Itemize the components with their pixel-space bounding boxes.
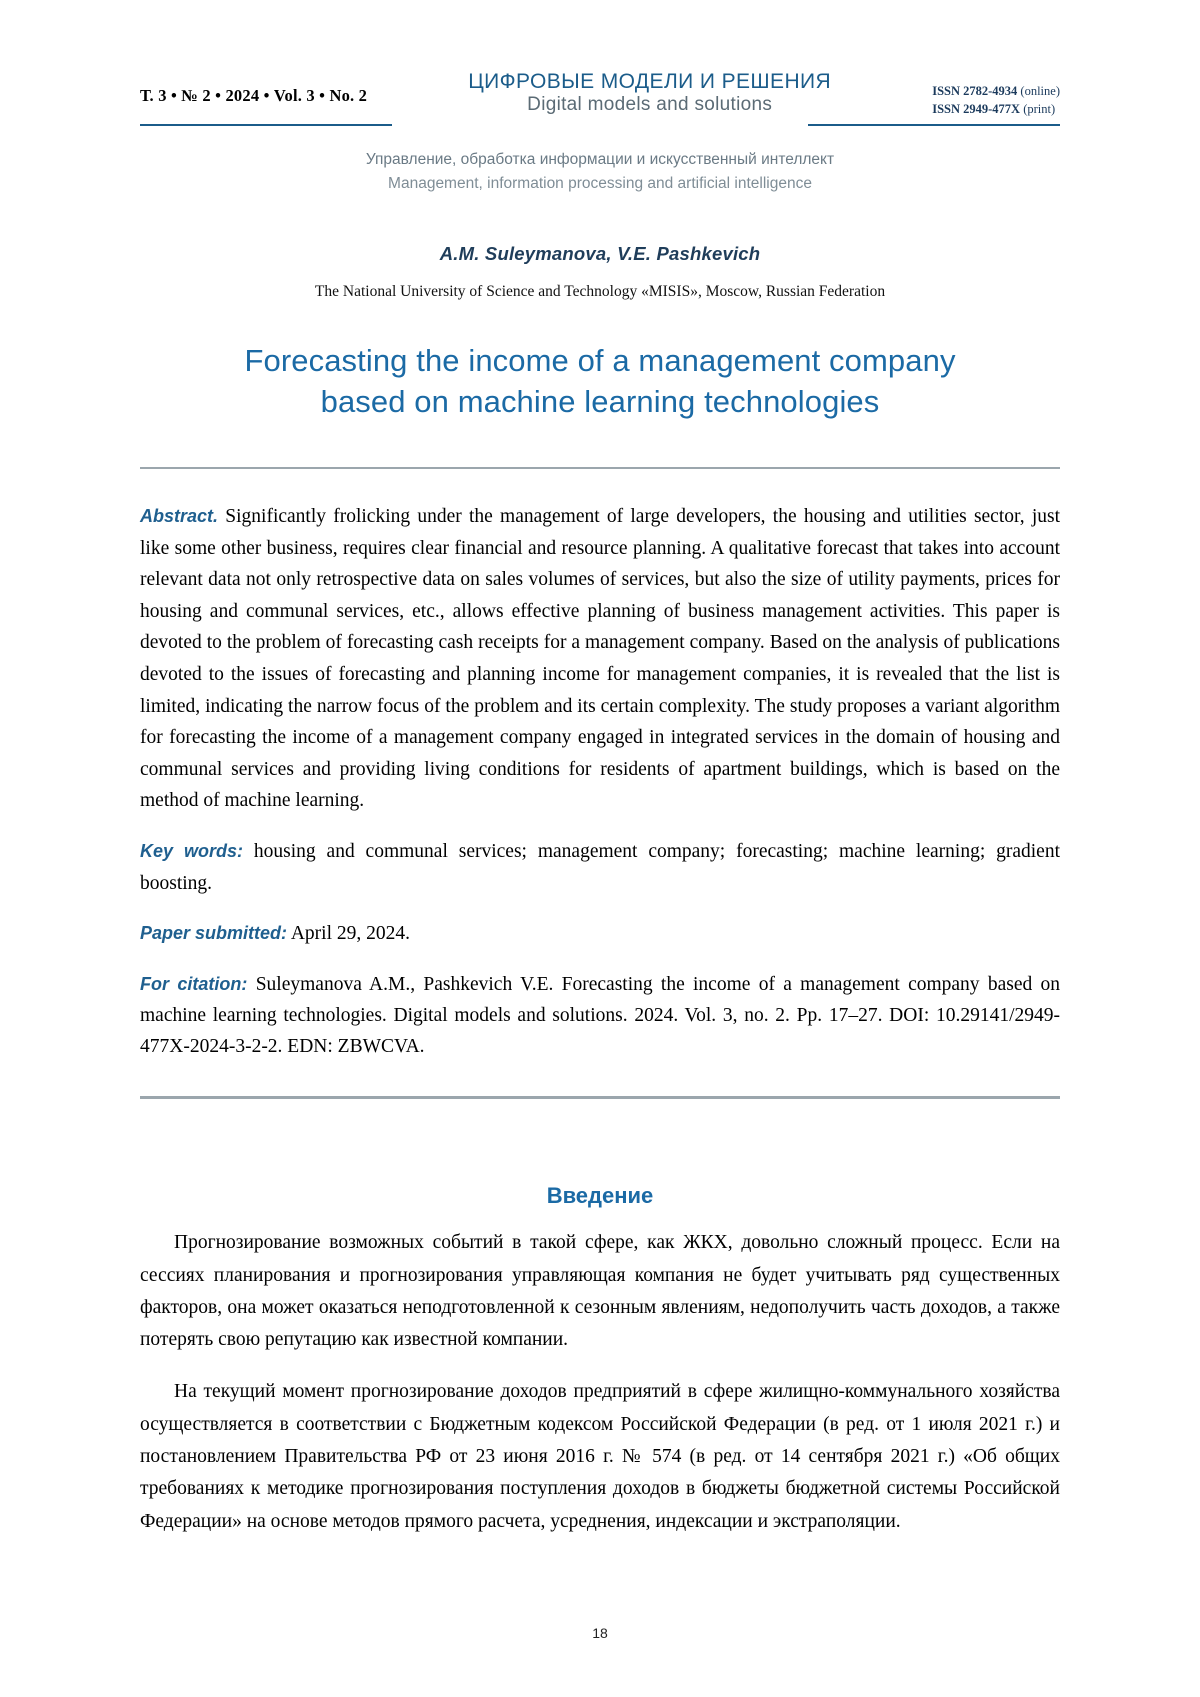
issn-print-number: ISSN 2949-477X [932,102,1021,117]
keywords-paragraph [140,836,1060,898]
citation-text: Suleymanova A.M., Pashkevich V.E. Forecasting the income of a management company based on machine learning technologies. Digital models and solutions. 2024. Vol. 3, no. 2. Pp. 17–27. DOI: 10.29141/2949-477X-2024-3-2-2. EDN: ZBWCVA. [140,973,1061,1058]
title-line-2: based on machine learning technologies [320,383,880,419]
issn-block [932,70,1060,118]
authors-line: A.M. Suleymanova, V.E. Pashkevich [439,242,761,264]
body-paragraph-2: На текущий момент прогнозирование доходов предприятий в сфере жилищно-коммунального хозяйства осуществляется в соответствии с Бюджетным кодексом Российской Федерации (в ред. от 1 июля 2021 г.) и постановлением Правительства РФ от 23 июня 2016 г. № 574 (в ред. от 14 сентября 2021 г.) «Об общих требованиях к методике прогнозирования поступления доходов в бюджеты бюджетной системы Российской Федерации» на основе методов прямого расчета, усреднения, индексации и экстраполяции. [140,1381,1060,1532]
section-rubric [140,148,1060,195]
running-head [140,70,1060,122]
page-number: 18 [592,1625,608,1641]
page-title [140,341,1060,423]
rubric-en: Management, information processing and artificial intelligence [388,174,812,192]
body-heading-introduction: Введение [546,1182,654,1208]
issn-print-kind: (print) [1023,102,1056,117]
page-content [140,70,1060,1557]
submitted-label: Paper submitted: [140,923,288,944]
abstract-text: Significantly frolicking under the management of large developers, the housing and utilities sector, just like some other business, requires clear financial and resource planning. A qualitative forecast that takes into account relevant data not only retrospective data on sales volumes of services, but also the size of utility payments, prices for housing and communal services, etc., allows effective planning of business management activities. This paper is devoted to the problem of forecasting cash receipts for a management company. Based on the analysis of publications devoted to the issues of forecasting and planning income for management companies, it is revealed that the list is limited, indicating the narrow focus of the problem and its certain complexity. The study proposes a variant algorithm for forecasting the income of a management company engaged in integrated services in the domain of housing and communal services and providing living conditions for residents of apartment buildings, which is based on the method of machine learning. [140,506,1060,812]
masthead-rule-right [808,124,1060,126]
volume-issue-label: Т. 3 • № 2 • 2024 • Vol. 3 • No. 2 [140,86,368,105]
journal-title-ru: ЦИФРОВЫЕ МОДЕЛИ И РЕШЕНИЯ [468,70,832,93]
issn-online-number: ISSN 2782-4934 [932,84,1018,98]
affiliation-line: The National University of Science and Technology «MISIS», Moscow, Russian Federation [314,282,886,300]
citation-paragraph [140,969,1060,1063]
journal-title-block [377,70,922,117]
keywords-label: Key words: [140,841,244,862]
masthead-rule-left [140,124,392,126]
rubric-ru: Управление, обработка информации и искусственный интеллект [365,151,835,169]
abstract-label: Abstract. [140,506,219,527]
journal-title-en: Digital models and solutions [527,94,773,116]
issn-online [932,82,1060,100]
keywords-text: housing and communal services; management company; forecasting; machine learning; gradient boosting. [140,841,1060,894]
issn-online-kind: (online) [1020,84,1060,98]
submitted-text: April 29, 2024. [290,923,411,945]
submitted-paragraph [140,918,1060,949]
divider-top [140,467,1060,470]
abstract-paragraph [140,501,1060,817]
divider-bottom [140,1096,1060,1099]
masthead-rules [140,124,1060,126]
issn-print [932,100,1060,118]
body-paragraph-1: Прогнозирование возможных событий в такой сфере, как ЖКХ, довольно сложный процесс. Если на сессиях планирования и прогнозирования управляющая компания не будет учитывать ряд существенных факторов, она может оказаться неподготовленной к сезонным явлениям, недополучить часть доходов, а также потерять свою репутацию как известной компании. [140,1232,1060,1351]
citation-label: For citation: [140,973,248,994]
title-line-1: Forecasting the income of a management company [244,342,956,378]
